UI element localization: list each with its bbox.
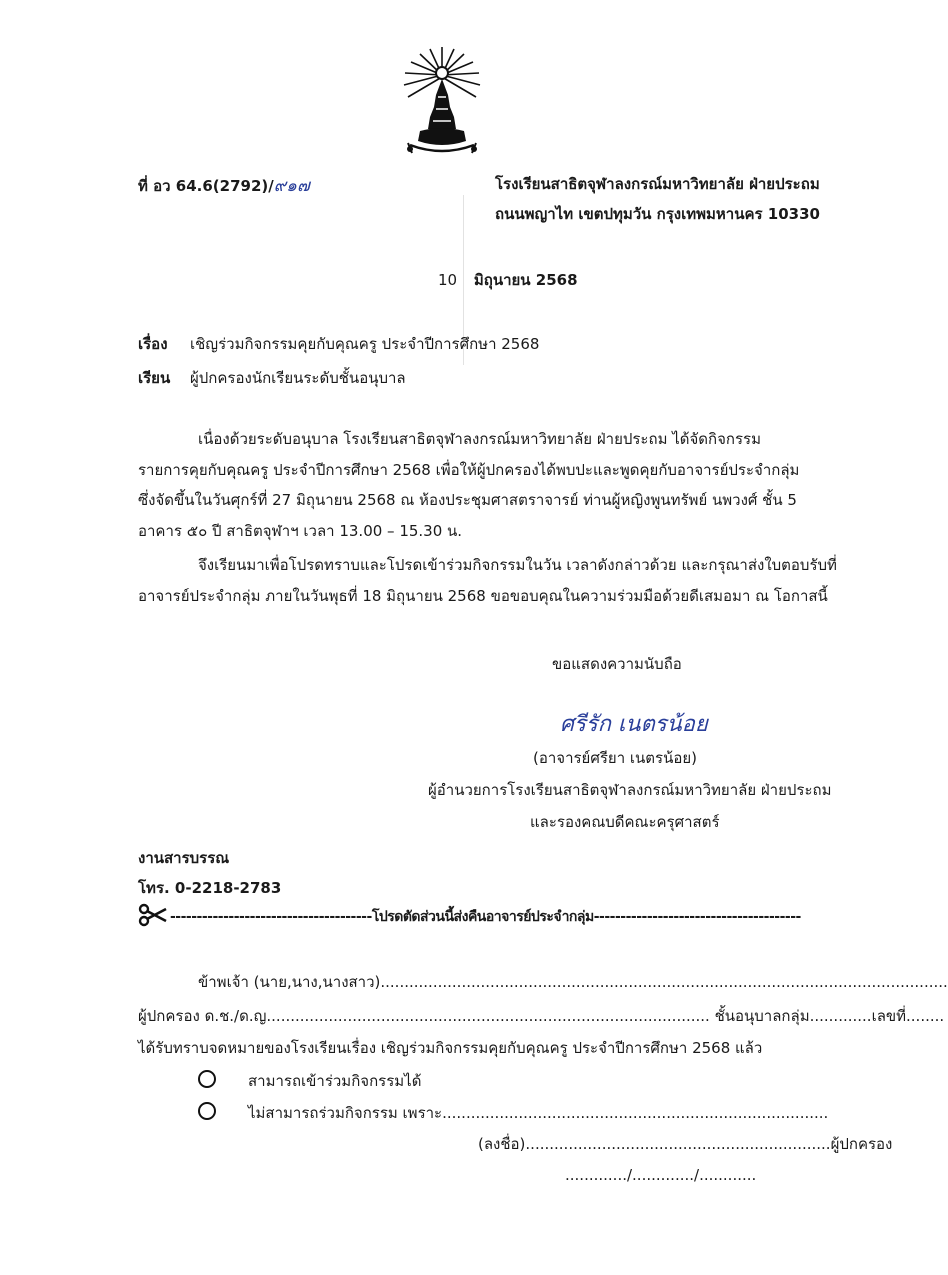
cut-dashes-left: -------------------------------------- <box>170 909 372 925</box>
form-name-line: ข้าพเจ้า (นาย,นาง,นางสาว)....................................................................................................................... <box>198 973 948 991</box>
cut-line <box>138 902 838 928</box>
subject-text: เชิญร่วมกิจกรรมคุยกับคุณครู ประจำปีการศึกษา 2568 <box>190 335 540 353</box>
paragraph-line: จึงเรียนมาเพื่อโปรดทราบและโปรดเข้าร่วมกิจกรรมในวัน เวลาดังกล่าวด้วย และกรุณาส่งใบตอบรับที่ <box>198 556 837 574</box>
recipient-line <box>138 366 406 390</box>
department-name: งานสารบรรณ <box>138 849 230 867</box>
option-attend-radio[interactable] <box>198 1070 216 1088</box>
school-crest-icon <box>400 45 485 170</box>
cut-line-text-row <box>170 906 801 928</box>
department-phone: โทร. 0-2218-2783 <box>138 879 282 897</box>
option-not-attend-radio[interactable] <box>198 1102 216 1120</box>
option-attend-label: สามารถเข้าร่วมกิจกรรมได้ <box>248 1072 422 1090</box>
letter-date <box>438 268 578 292</box>
cut-dashes-right: --------------------------------------- <box>593 909 801 925</box>
signer-position-1: ผู้อำนวยการโรงเรียนสาธิตจุฬาลงกรณ์มหาวิทยาลัย ฝ่ายประถม <box>428 781 832 799</box>
date-month-year: มิถุนายน 2568 <box>473 271 578 289</box>
recipient-label: เรียน <box>138 369 171 387</box>
reference-number <box>138 172 310 199</box>
guardian-signature-line: (ลงชื่อ)................................................................ผู้ปกครอง <box>478 1135 893 1153</box>
scissors-icon <box>138 904 168 926</box>
paragraph-line: อาคาร ๕๐ ปี สาธิตจุฬาฯ เวลา 13.00 – 15.30 น. <box>138 521 463 540</box>
paragraph-line: รายการคุยกับคุณครู ประจำปีการศึกษา 2568 เพื่อให้ผู้ปกครองได้พบปะและพูดคุยกับอาจารย์ประจำกลุ่ม <box>138 460 800 479</box>
reply-date-line: ............./............./............ <box>565 1166 757 1184</box>
school-address: ถนนพญาไท เขตปทุมวัน กรุงเทพมหานคร 10330 <box>495 205 820 223</box>
paragraph-line: เนื่องด้วยระดับอนุบาล โรงเรียนสาธิตจุฬาลงกรณ์มหาวิทยาลัย ฝ่ายประถม ได้จัดกิจกรรม <box>198 430 761 448</box>
body-paragraph-2 <box>138 550 838 611</box>
cut-instruction: โปรดตัดส่วนนี้ส่งคืนอาจารย์ประจำกลุ่ม <box>371 909 594 925</box>
recipient-text: ผู้ปกครองนักเรียนระดับชั้นอนุบาล <box>190 369 406 387</box>
form-child-line: ผู้ปกครอง ด.ช./ด.ญ............................................................................................. ชั้นอนุบาลกลุ่ม.............เลขที่........ <box>138 1007 945 1025</box>
school-name: โรงเรียนสาธิตจุฬาลงกรณ์มหาวิทยาลัย ฝ่ายประถม <box>495 175 820 193</box>
paragraph-line: อาจารย์ประจำกลุ่ม ภายในวันพุธที่ 18 มิถุนายน 2568 ขอขอบคุณในความร่วมมือด้วยดีเสมอมา ณ โอกาสนี้ <box>138 586 828 605</box>
form-acknowledge-line: ได้รับทราบจดหมายของโรงเรียนเรื่อง เชิญร่วมกิจกรรมคุยกับคุณครู ประจำปีการศึกษา 2568 แล้ว <box>138 1039 763 1057</box>
date-day: 10 <box>438 271 458 289</box>
paragraph-line: ซึ่งจัดขึ้นในวันศุกร์ที่ 27 มิถุนายน 2568 ณ ห้องประชุมศาสตราจารย์ ท่านผู้หญิงพูนทรัพย์ นพวงศ์ ชั้น 5 <box>138 491 797 509</box>
body-paragraph-1 <box>138 424 838 546</box>
option-not-attend-label: ไม่สามารถร่วมกิจกรรม เพราะ................................................................................. <box>248 1104 829 1122</box>
closing-phrase: ขอแสดงความนับถือ <box>552 655 682 673</box>
signer-name: (อาจารย์ศรียา เนตรน้อย) <box>533 749 697 767</box>
subject-label: เรื่อง <box>138 335 168 353</box>
reference-prefix: ที่ อว 64.6(2792)/ <box>138 177 274 195</box>
reference-handwritten-number: ๙๑๗ <box>273 176 310 196</box>
subject-line <box>138 332 539 356</box>
handwritten-signature: ศรีรัก เนตรน้อย <box>560 712 708 737</box>
signer-position-2: และรองคณบดีคณะครุศาสตร์ <box>530 813 720 831</box>
